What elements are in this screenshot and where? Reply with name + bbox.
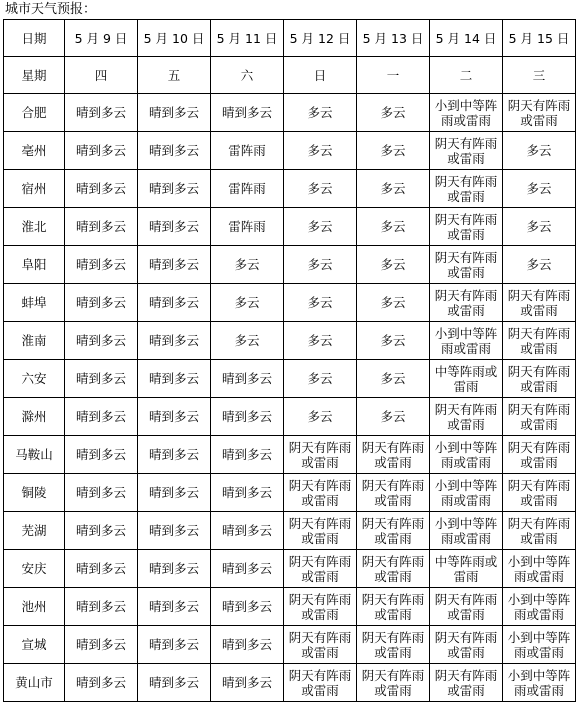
date-header-cell: 5 月 13 日 bbox=[357, 20, 430, 57]
forecast-cell: 晴到多云 bbox=[65, 284, 138, 322]
weekday-header-cell: 五 bbox=[138, 57, 211, 94]
forecast-cell: 晴到多云 bbox=[211, 360, 284, 398]
weekday-header-cell: 四 bbox=[65, 57, 138, 94]
forecast-cell: 晴到多云 bbox=[138, 322, 211, 360]
forecast-cell: 晴到多云 bbox=[138, 474, 211, 512]
forecast-cell: 小到中等阵雨或雷雨 bbox=[430, 94, 503, 132]
table-row bbox=[4, 360, 576, 398]
table-row bbox=[4, 588, 576, 626]
forecast-cell: 晴到多云 bbox=[65, 208, 138, 246]
forecast-cell: 阴天有阵雨或雷雨 bbox=[357, 626, 430, 664]
forecast-cell: 阴天有阵雨或雷雨 bbox=[503, 398, 576, 436]
forecast-cell: 晴到多云 bbox=[211, 550, 284, 588]
forecast-cell: 多云 bbox=[284, 398, 357, 436]
forecast-cell: 小到中等阵雨或雷雨 bbox=[503, 664, 576, 702]
forecast-cell: 晴到多云 bbox=[211, 474, 284, 512]
forecast-cell: 多云 bbox=[357, 284, 430, 322]
table-row bbox=[4, 550, 576, 588]
forecast-cell: 晴到多云 bbox=[211, 94, 284, 132]
city-name-cell: 安庆 bbox=[4, 550, 65, 588]
forecast-cell: 晴到多云 bbox=[138, 208, 211, 246]
date-header-cell: 5 月 14 日 bbox=[430, 20, 503, 57]
table-row bbox=[4, 208, 576, 246]
city-name-cell: 合肥 bbox=[4, 94, 65, 132]
forecast-cell: 多云 bbox=[357, 132, 430, 170]
forecast-table-body bbox=[4, 20, 576, 702]
weekday-header-cell: 一 bbox=[357, 57, 430, 94]
forecast-cell: 多云 bbox=[284, 132, 357, 170]
forecast-cell: 阴天有阵雨或雷雨 bbox=[430, 626, 503, 664]
city-name-cell: 淮北 bbox=[4, 208, 65, 246]
table-row bbox=[4, 94, 576, 132]
forecast-cell: 晴到多云 bbox=[138, 626, 211, 664]
city-name-cell: 蚌埠 bbox=[4, 284, 65, 322]
forecast-cell: 晴到多云 bbox=[65, 132, 138, 170]
forecast-cell: 多云 bbox=[211, 322, 284, 360]
forecast-cell: 晴到多云 bbox=[138, 512, 211, 550]
forecast-cell: 晴到多云 bbox=[65, 436, 138, 474]
forecast-cell: 小到中等阵雨或雷雨 bbox=[430, 322, 503, 360]
forecast-cell: 晴到多云 bbox=[65, 94, 138, 132]
city-name-cell: 宣城 bbox=[4, 626, 65, 664]
city-name-cell: 六安 bbox=[4, 360, 65, 398]
city-name-cell: 滁州 bbox=[4, 398, 65, 436]
forecast-cell: 小到中等阵雨或雷雨 bbox=[430, 512, 503, 550]
forecast-cell: 小到中等阵雨或雷雨 bbox=[503, 550, 576, 588]
forecast-cell: 小到中等阵雨或雷雨 bbox=[503, 626, 576, 664]
forecast-cell: 晴到多云 bbox=[138, 664, 211, 702]
weekday-header-cell: 三 bbox=[503, 57, 576, 94]
date-header-cell: 5 月 9 日 bbox=[65, 20, 138, 57]
forecast-cell: 多云 bbox=[284, 322, 357, 360]
city-name-cell: 淮南 bbox=[4, 322, 65, 360]
table-row bbox=[4, 246, 576, 284]
city-name-cell: 池州 bbox=[4, 588, 65, 626]
forecast-cell: 中等阵雨或雷雨 bbox=[430, 550, 503, 588]
forecast-cell: 多云 bbox=[357, 246, 430, 284]
forecast-cell: 阴天有阵雨或雷雨 bbox=[284, 436, 357, 474]
forecast-cell: 晴到多云 bbox=[211, 398, 284, 436]
forecast-cell: 晴到多云 bbox=[138, 246, 211, 284]
date-header-cell: 5 月 12 日 bbox=[284, 20, 357, 57]
forecast-cell: 阴天有阵雨或雷雨 bbox=[357, 474, 430, 512]
forecast-cell: 晴到多云 bbox=[65, 626, 138, 664]
forecast-cell: 多云 bbox=[357, 94, 430, 132]
weather-forecast-table bbox=[3, 19, 576, 702]
forecast-cell: 阴天有阵雨或雷雨 bbox=[430, 284, 503, 322]
table-row bbox=[4, 322, 576, 360]
forecast-cell: 晴到多云 bbox=[138, 550, 211, 588]
forecast-cell: 多云 bbox=[503, 246, 576, 284]
forecast-cell: 雷阵雨 bbox=[211, 208, 284, 246]
forecast-cell: 阴天有阵雨或雷雨 bbox=[430, 664, 503, 702]
forecast-cell: 多云 bbox=[357, 360, 430, 398]
city-name-cell: 黄山市 bbox=[4, 664, 65, 702]
forecast-cell: 晴到多云 bbox=[138, 132, 211, 170]
weekday-header-cell: 二 bbox=[430, 57, 503, 94]
date-header-cell: 5 月 10 日 bbox=[138, 20, 211, 57]
forecast-cell: 阴天有阵雨或雷雨 bbox=[503, 94, 576, 132]
forecast-cell: 多云 bbox=[284, 208, 357, 246]
table-row bbox=[4, 512, 576, 550]
forecast-cell: 多云 bbox=[211, 284, 284, 322]
forecast-cell: 多云 bbox=[357, 322, 430, 360]
forecast-cell: 阴天有阵雨或雷雨 bbox=[503, 360, 576, 398]
forecast-cell: 晴到多云 bbox=[65, 360, 138, 398]
forecast-cell: 多云 bbox=[357, 208, 430, 246]
city-name-cell: 铜陵 bbox=[4, 474, 65, 512]
forecast-cell: 中等阵雨或雷雨 bbox=[430, 360, 503, 398]
weekday-header-cell: 日 bbox=[284, 57, 357, 94]
forecast-cell: 多云 bbox=[503, 208, 576, 246]
forecast-cell: 阴天有阵雨或雷雨 bbox=[284, 626, 357, 664]
table-row bbox=[4, 132, 576, 170]
forecast-cell: 雷阵雨 bbox=[211, 170, 284, 208]
page-heading: 城市天气预报： bbox=[5, 2, 97, 17]
forecast-cell: 多云 bbox=[503, 132, 576, 170]
forecast-cell: 阴天有阵雨或雷雨 bbox=[503, 436, 576, 474]
table-row bbox=[4, 398, 576, 436]
forecast-cell: 阴天有阵雨或雷雨 bbox=[357, 512, 430, 550]
date-header-cell: 5 月 11 日 bbox=[211, 20, 284, 57]
forecast-cell: 阴天有阵雨或雷雨 bbox=[357, 664, 430, 702]
forecast-cell: 多云 bbox=[284, 246, 357, 284]
forecast-cell: 阴天有阵雨或雷雨 bbox=[357, 436, 430, 474]
forecast-cell: 阴天有阵雨或雷雨 bbox=[430, 170, 503, 208]
forecast-cell: 多云 bbox=[503, 170, 576, 208]
forecast-cell: 晴到多云 bbox=[65, 246, 138, 284]
forecast-cell: 多云 bbox=[284, 360, 357, 398]
forecast-cell: 小到中等阵雨或雷雨 bbox=[430, 436, 503, 474]
weekday-row-label: 星期 bbox=[4, 57, 65, 94]
forecast-cell: 阴天有阵雨或雷雨 bbox=[284, 664, 357, 702]
forecast-cell: 多云 bbox=[284, 94, 357, 132]
forecast-cell: 多云 bbox=[211, 246, 284, 284]
forecast-cell: 多云 bbox=[357, 398, 430, 436]
date-row-label: 日期 bbox=[4, 20, 65, 57]
table-row bbox=[4, 626, 576, 664]
forecast-cell: 晴到多云 bbox=[211, 588, 284, 626]
table-row bbox=[4, 170, 576, 208]
table-row bbox=[4, 474, 576, 512]
forecast-cell: 阴天有阵雨或雷雨 bbox=[357, 588, 430, 626]
forecast-cell: 晴到多云 bbox=[211, 436, 284, 474]
city-name-cell: 芜湖 bbox=[4, 512, 65, 550]
table-row bbox=[4, 436, 576, 474]
forecast-cell: 晴到多云 bbox=[65, 512, 138, 550]
forecast-cell: 晴到多云 bbox=[138, 94, 211, 132]
forecast-cell: 阴天有阵雨或雷雨 bbox=[430, 588, 503, 626]
forecast-cell: 阴天有阵雨或雷雨 bbox=[430, 132, 503, 170]
forecast-cell: 阴天有阵雨或雷雨 bbox=[430, 398, 503, 436]
forecast-cell: 阴天有阵雨或雷雨 bbox=[284, 550, 357, 588]
forecast-cell: 阴天有阵雨或雷雨 bbox=[503, 322, 576, 360]
forecast-cell: 晴到多云 bbox=[138, 284, 211, 322]
city-name-cell: 宿州 bbox=[4, 170, 65, 208]
forecast-cell: 阴天有阵雨或雷雨 bbox=[503, 284, 576, 322]
forecast-cell: 多云 bbox=[357, 170, 430, 208]
date-header-row bbox=[4, 20, 576, 57]
forecast-cell: 晴到多云 bbox=[65, 322, 138, 360]
forecast-cell: 小到中等阵雨或雷雨 bbox=[503, 588, 576, 626]
forecast-cell: 晴到多云 bbox=[138, 436, 211, 474]
forecast-cell: 多云 bbox=[284, 170, 357, 208]
forecast-cell: 小到中等阵雨或雷雨 bbox=[430, 474, 503, 512]
forecast-cell: 晴到多云 bbox=[65, 474, 138, 512]
forecast-cell: 晴到多云 bbox=[65, 550, 138, 588]
date-header-cell: 5 月 15 日 bbox=[503, 20, 576, 57]
forecast-cell: 多云 bbox=[284, 284, 357, 322]
forecast-cell: 雷阵雨 bbox=[211, 132, 284, 170]
forecast-cell: 晴到多云 bbox=[65, 398, 138, 436]
forecast-cell: 晴到多云 bbox=[65, 170, 138, 208]
forecast-cell: 晴到多云 bbox=[211, 512, 284, 550]
forecast-cell: 晴到多云 bbox=[65, 588, 138, 626]
forecast-cell: 阴天有阵雨或雷雨 bbox=[284, 512, 357, 550]
city-name-cell: 亳州 bbox=[4, 132, 65, 170]
forecast-cell: 晴到多云 bbox=[65, 664, 138, 702]
weekday-header-cell: 六 bbox=[211, 57, 284, 94]
forecast-cell: 晴到多云 bbox=[138, 588, 211, 626]
forecast-cell: 阴天有阵雨或雷雨 bbox=[430, 208, 503, 246]
forecast-cell: 阴天有阵雨或雷雨 bbox=[284, 474, 357, 512]
city-name-cell: 马鞍山 bbox=[4, 436, 65, 474]
forecast-cell: 阴天有阵雨或雷雨 bbox=[284, 588, 357, 626]
forecast-cell: 晴到多云 bbox=[138, 360, 211, 398]
weekday-header-row bbox=[4, 57, 576, 94]
forecast-cell: 晴到多云 bbox=[138, 398, 211, 436]
forecast-cell: 阴天有阵雨或雷雨 bbox=[430, 246, 503, 284]
forecast-cell: 阴天有阵雨或雷雨 bbox=[357, 550, 430, 588]
table-row bbox=[4, 664, 576, 702]
forecast-cell: 晴到多云 bbox=[211, 626, 284, 664]
forecast-cell: 晴到多云 bbox=[211, 664, 284, 702]
city-name-cell: 阜阳 bbox=[4, 246, 65, 284]
table-row bbox=[4, 284, 576, 322]
forecast-cell: 阴天有阵雨或雷雨 bbox=[503, 474, 576, 512]
forecast-cell: 阴天有阵雨或雷雨 bbox=[503, 512, 576, 550]
forecast-cell: 晴到多云 bbox=[138, 170, 211, 208]
